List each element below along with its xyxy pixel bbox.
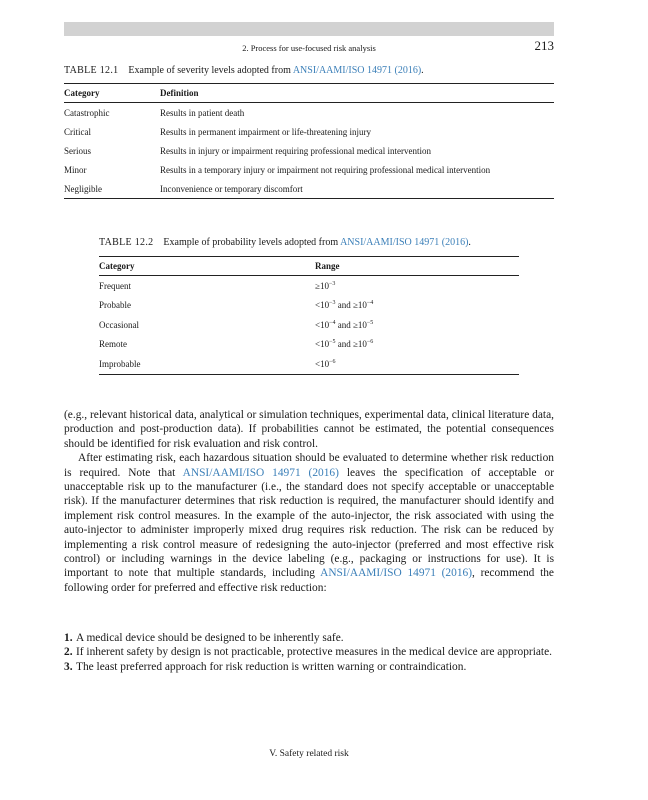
range-exponent: −5 <box>366 319 374 326</box>
table1-caption-link[interactable]: ANSI/AAMI/ISO 14971 (2016) <box>292 65 422 76</box>
range-value: ≥10 <box>352 319 367 330</box>
severity-table <box>64 83 554 199</box>
table1-caption-suffix: . <box>421 65 424 76</box>
table-row <box>99 354 519 374</box>
table2-caption-link[interactable]: ANSI/AAMI/ISO 14971 (2016) <box>340 237 469 248</box>
range-exponent: −6 <box>329 358 336 365</box>
table-cell-definition: Results in a temporary injury or impairment not requiring professional medical intervention <box>160 164 491 175</box>
table-header-row <box>99 257 519 276</box>
table-row <box>99 315 519 335</box>
list-item-text: A medical device should be designed to be inherently safe. <box>76 632 344 644</box>
table-cell-category: Frequent <box>99 280 131 291</box>
table-cell-category: Improbable <box>99 358 141 369</box>
table2-label: TABLE 12.2 <box>99 237 154 248</box>
column-header-range: Range <box>315 261 340 271</box>
table-cell-category: Serious <box>64 145 91 156</box>
column-header-category: Category <box>64 88 100 98</box>
range-value: <10 <box>315 319 330 330</box>
page-footer: V. Safety related risk <box>269 749 349 759</box>
standard-link[interactable]: ANSI/AAMI/ISO 14971 (2016) <box>320 567 473 580</box>
table1-caption-text: Example of severity levels adopted from <box>128 65 291 76</box>
range-value: <10 <box>315 358 330 369</box>
range-value: ≥10 <box>315 280 329 291</box>
range-value: <10 <box>315 300 330 311</box>
column-header-category: Category <box>99 261 135 271</box>
table-cell-range <box>315 276 519 296</box>
table-cell-definition: Results in injury or impairment requiring professional medical intervention <box>160 145 431 156</box>
column-header-definition: Definition <box>160 88 199 98</box>
table-row <box>64 160 554 179</box>
table-row <box>99 296 519 316</box>
range-exponent: −4 <box>329 319 336 326</box>
table-cell-category: Occasional <box>99 319 139 330</box>
list-number: 3. <box>64 660 73 673</box>
page-header <box>64 38 554 56</box>
paragraph-text: leaves the specification of acceptable or unacceptable risk up to the manufacturer (i.e., the standard does not specify acceptable or unacceptable risk). If the manufacturer determines that risk reduction is required, the manufacturer should identify and implement risk control measures. In the example of the auto-injector, the risk associated with using the auto-injector to administer improperly mixed drug requires risk reduction. The risk can be reduced by implementing a risk control measure of redesigning the auto-injector (preferred and most effective risk control) or including warnings in the device labeling (e.g., packaging or instructions for use). It is important to note that multiple standards, including <box>64 466 554 580</box>
body-text <box>64 408 554 595</box>
table-cell-category: Critical <box>64 126 91 137</box>
table-cell-definition: Inconvenience or temporary discomfort <box>160 183 303 194</box>
table-cell-category: Probable <box>99 300 131 311</box>
list-item-text: If inherent safety by design is not practicable, protective measures in the medical device are appropriate. <box>76 646 552 659</box>
range-conjunction: and <box>335 339 353 350</box>
table-cell-category: Minor <box>64 164 87 175</box>
table-cell-definition: Results in permanent impairment or life-threatening injury <box>160 126 371 137</box>
table-cell-category: Catastrophic <box>64 107 110 118</box>
standard-link[interactable]: ANSI/AAMI/ISO 14971 (2016) <box>182 466 339 479</box>
paragraph <box>64 451 554 595</box>
range-conjunction: and <box>335 319 353 330</box>
list-number: 1. <box>64 632 73 644</box>
top-gray-bar <box>64 22 554 36</box>
paragraph-text: , recommend the following order for preferred and effective risk reduction: <box>64 567 554 594</box>
paragraph-text: After estimating risk, each hazardous situation should be evaluated to determine whether risk reduction is required. Note that <box>64 452 554 479</box>
range-value: ≥10 <box>352 339 367 350</box>
paragraph: (e.g., relevant historical data, analytical or simulation techniques, experimental data, clinical literature data, production and post-production data). If probabilities cannot be estimated, the potential consequences should be identified for risk evaluation and risk control. <box>64 409 554 450</box>
table-cell-range <box>315 315 519 335</box>
list-item-text: The least preferred approach for risk reduction is written warning or contraindication. <box>76 660 467 673</box>
list-item <box>64 645 554 659</box>
page-number: 213 <box>534 38 554 53</box>
table2-caption-text: Example of probability levels adopted from <box>163 237 339 248</box>
table-row <box>64 141 554 160</box>
range-exponent: −4 <box>366 300 374 307</box>
range-exponent: −3 <box>328 280 336 287</box>
range-value: <10 <box>315 339 330 350</box>
table-cell-definition: Results in patient death <box>160 107 245 118</box>
table-row <box>64 103 554 123</box>
running-head: 2. Process for use-focused risk analysis <box>242 43 376 53</box>
range-exponent: −3 <box>329 300 336 307</box>
table-cell-range <box>315 296 519 316</box>
table-row <box>99 276 519 296</box>
range-value: ≥10 <box>352 300 367 311</box>
table-cell-category: Negligible <box>64 183 102 194</box>
range-conjunction: and <box>335 300 353 311</box>
list-item <box>64 660 554 674</box>
table-header-row <box>64 84 554 103</box>
table-cell-range <box>315 354 519 374</box>
table-cell-range <box>315 335 519 355</box>
list-item <box>64 631 554 645</box>
table2-caption <box>99 237 471 248</box>
table-row <box>99 335 519 355</box>
list-number: 2. <box>64 646 73 659</box>
table-cell-category: Remote <box>99 339 127 350</box>
recommendation-list <box>64 631 554 674</box>
table-row <box>64 179 554 199</box>
range-exponent: −5 <box>329 339 336 346</box>
range-exponent: −6 <box>366 339 374 346</box>
table-row <box>64 122 554 141</box>
probability-table <box>99 256 519 375</box>
table1-caption <box>64 65 424 76</box>
table2-caption-suffix: . <box>468 237 471 248</box>
table1-label: TABLE 12.1 <box>64 65 119 76</box>
